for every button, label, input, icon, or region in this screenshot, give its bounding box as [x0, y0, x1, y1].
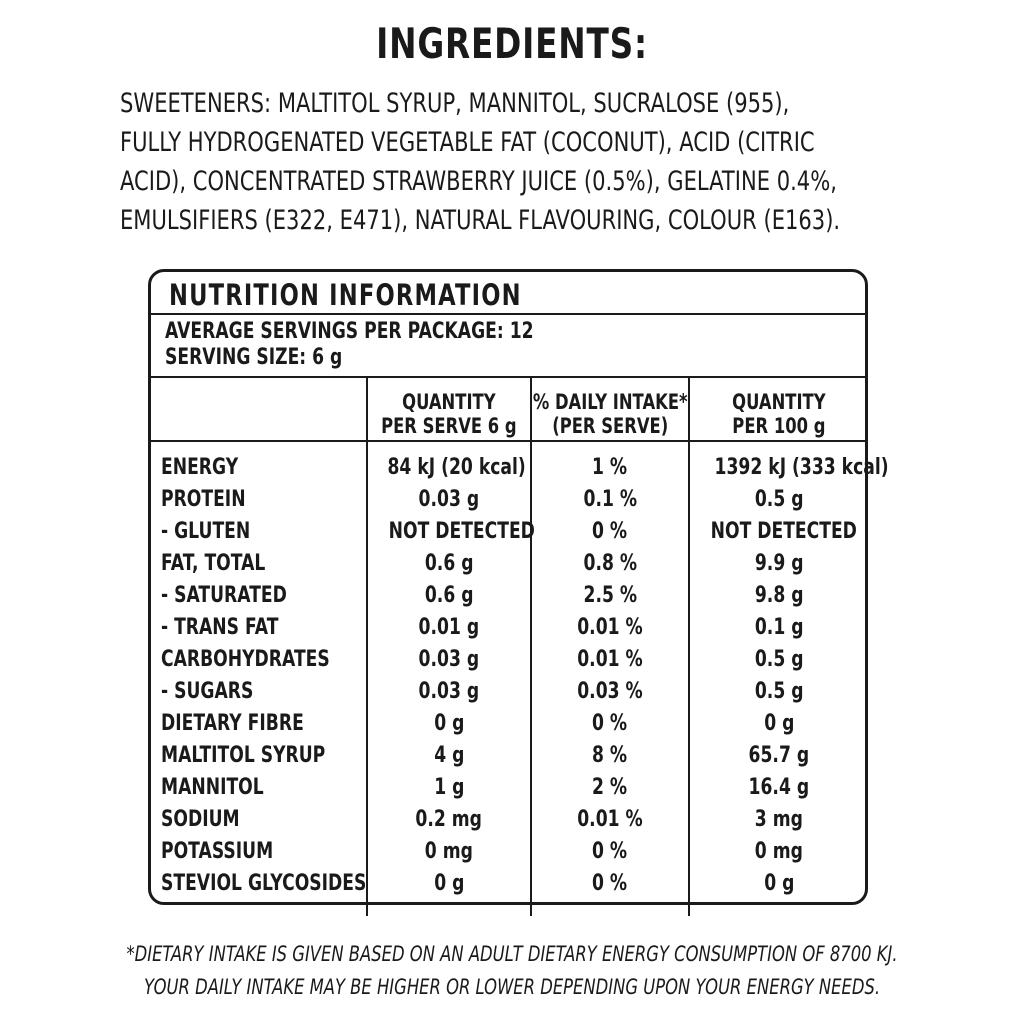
nutrient-name [161, 644, 377, 676]
footnote-line: *DIETARY INTAKE IS GIVEN BASED ON AN ADULT DIETARY ENERGY CONSUMPTION OF 8700 KJ. [126, 942, 898, 966]
nutrient-name-text: MANNITOL [161, 775, 264, 800]
per-100g-value [690, 612, 868, 644]
per-serve-text: 0 g [433, 871, 465, 896]
daily-intake-text: 0.8 % [583, 551, 637, 576]
nutrient-name-text: FAT, TOTAL [161, 551, 266, 576]
nutrient-name-text: POTASSIUM [161, 839, 274, 864]
daily-intake-text: 0.03 % [577, 679, 643, 704]
nutrition-title: NUTRITION INFORMATION [169, 278, 522, 312]
footnote-line: YOUR DAILY INTAKE MAY BE HIGHER OR LOWER DEPENDING UPON YOUR ENERGY NEEDS. [143, 975, 881, 999]
per-100g-text: 0.5 g [754, 487, 804, 512]
per-100g-text: 1392 kJ (333 kcal) [714, 455, 889, 480]
per-serve-text: 0.03 g [418, 679, 480, 704]
per-100g-text: 3 mg [754, 807, 804, 832]
nutrient-name-text: ENERGY [161, 455, 239, 480]
per-100g-value [690, 836, 868, 868]
daily-intake-value [532, 644, 688, 676]
daily-intake-value [532, 548, 688, 580]
per-serve-text: 0.03 g [418, 487, 480, 512]
table-row [151, 612, 865, 644]
column-header-line: QUANTITY [402, 390, 496, 414]
table-row [151, 676, 865, 708]
nutrient-name [161, 612, 312, 644]
ingredients-list [120, 84, 908, 240]
nutrient-name [161, 740, 372, 772]
per-serve-text: 0.6 g [424, 551, 474, 576]
per-100g-value [690, 676, 868, 708]
per-100g-value [690, 708, 868, 740]
per-serve-value [368, 484, 530, 516]
table-row [151, 804, 865, 836]
per-serve-text: NOT DETECTED [388, 519, 535, 544]
column-header-daily-intake [532, 384, 688, 444]
nutrient-name [161, 804, 262, 836]
daily-intake-value [532, 740, 688, 772]
daily-intake-value [532, 868, 688, 900]
per-100g-text: 0 g [763, 871, 795, 896]
column-header-line: PER SERVE 6 g [381, 414, 517, 438]
per-serve-text: 84 kJ (20 kcal) [387, 455, 526, 480]
ingredients-line: EMULSIFIERS (E322, E471), NATURAL FLAVOURING, COLOUR (E163). [120, 205, 841, 236]
daily-intake-value [532, 452, 688, 484]
nutrient-name [161, 836, 305, 868]
per-serve-value [368, 740, 530, 772]
divider [151, 376, 865, 378]
daily-intake-text: 0 % [592, 519, 628, 544]
per-100g-text: 0 mg [754, 839, 804, 864]
per-100g-text: 0.5 g [754, 679, 804, 704]
footnote [0, 938, 1024, 1004]
per-serve-value [368, 548, 530, 580]
nutrient-name-text: CARBOHYDRATES [161, 647, 330, 672]
daily-intake-value [532, 676, 688, 708]
servings-per-package: AVERAGE SERVINGS PER PACKAGE: 12 [165, 319, 534, 344]
per-serve-text: 4 g [433, 743, 465, 768]
per-serve-value [368, 772, 530, 804]
per-serve-text: 0 g [433, 711, 465, 736]
table-row [151, 836, 865, 868]
ingredients-line: SWEETENERS: MALTITOL SYRUP, MANNITOL, SUCRALOSE (955), [120, 88, 790, 119]
daily-intake-value [532, 708, 688, 740]
daily-intake-text: 1 % [592, 455, 628, 480]
table-row [151, 548, 865, 580]
per-serve-text: 0 mg [424, 839, 474, 864]
per-100g-value [690, 516, 868, 548]
per-serve-value [368, 708, 530, 740]
per-serve-value [368, 452, 530, 484]
per-100g-text: 0.1 g [754, 615, 804, 640]
column-header-per-serve [368, 384, 530, 444]
daily-intake-text: 0 % [592, 711, 628, 736]
per-100g-value [690, 484, 868, 516]
per-serve-text: 0.03 g [418, 647, 480, 672]
per-100g-value [690, 644, 868, 676]
ingredients-heading: INGREDIENTS: [376, 19, 648, 68]
daily-intake-value [532, 612, 688, 644]
nutrient-name [161, 772, 293, 804]
nutrient-name-text: - SATURATED [161, 583, 287, 608]
daily-intake-value [532, 484, 688, 516]
table-row [151, 708, 865, 740]
daily-intake-value [532, 836, 688, 868]
serving-info [165, 319, 534, 371]
serving-size: SERVING SIZE: 6 g [165, 345, 343, 370]
per-serve-text: 0.2 mg [415, 807, 483, 832]
daily-intake-text: 0 % [592, 839, 628, 864]
table-row [151, 484, 865, 516]
per-100g-value [690, 868, 868, 900]
daily-intake-text: 2.5 % [583, 583, 637, 608]
nutrient-name [161, 708, 344, 740]
per-100g-text: 0 g [763, 711, 795, 736]
per-100g-text: 9.9 g [754, 551, 804, 576]
per-100g-text: 0.5 g [754, 647, 804, 672]
per-serve-value [368, 804, 530, 836]
per-100g-value [690, 452, 889, 484]
daily-intake-value [532, 772, 688, 804]
per-serve-value [368, 644, 530, 676]
table-row [151, 644, 865, 676]
nutrient-name [161, 484, 269, 516]
daily-intake-text: 0.01 % [577, 647, 643, 672]
nutrient-name [161, 580, 322, 612]
ingredients-line: ACID), CONCENTRATED STRAWBERRY JUICE (0.5%), GELATINE 0.4%, [120, 166, 837, 197]
table-row [151, 772, 865, 804]
per-100g-text: 65.7 g [748, 743, 810, 768]
divider [151, 313, 865, 315]
nutrient-name-text: - TRANS FAT [161, 615, 279, 640]
nutrient-name-text: DIETARY FIBRE [161, 711, 304, 736]
daily-intake-text: 8 % [592, 743, 628, 768]
per-serve-value [368, 868, 530, 900]
nutrient-name [161, 452, 260, 484]
per-100g-text: NOT DETECTED [710, 519, 857, 544]
column-header-per-100g [690, 384, 868, 444]
per-100g-text: 16.4 g [748, 775, 810, 800]
daily-intake-text: 2 % [592, 775, 628, 800]
daily-intake-text: 0.01 % [577, 615, 643, 640]
table-row [151, 452, 889, 484]
per-serve-value [368, 516, 535, 548]
table-row [151, 868, 865, 900]
per-100g-value [690, 580, 868, 612]
column-header-line: (PER SERVE) [552, 414, 668, 438]
daily-intake-value [532, 516, 688, 548]
per-100g-value [690, 772, 868, 804]
daily-intake-text: 0 % [592, 871, 628, 896]
per-100g-value [690, 548, 868, 580]
nutrient-name [161, 676, 279, 708]
ingredients-line: FULLY HYDROGENATED VEGETABLE FAT (COCONUT), ACID (CITRIC [120, 127, 815, 158]
per-serve-value [368, 676, 530, 708]
table-row [151, 516, 865, 548]
nutrient-name-text: - GLUTEN [161, 519, 251, 544]
per-serve-text: 0.6 g [424, 583, 474, 608]
column-header-line: QUANTITY [732, 390, 826, 414]
per-100g-text: 9.8 g [754, 583, 804, 608]
nutrient-name-text: MALTITOL SYRUP [161, 743, 326, 768]
daily-intake-text: 0.1 % [583, 487, 637, 512]
per-100g-value [690, 740, 868, 772]
per-serve-value [368, 580, 530, 612]
nutrition-panel [148, 269, 889, 905]
nutrient-name-text: PROTEIN [161, 487, 246, 512]
per-serve-value [368, 836, 530, 868]
per-serve-value [368, 612, 530, 644]
per-100g-value [690, 804, 868, 836]
daily-intake-value [532, 580, 688, 612]
nutrient-name-text: SODIUM [161, 807, 240, 832]
per-serve-text: 0.01 g [418, 615, 480, 640]
nutrient-name [161, 516, 275, 548]
daily-intake-text: 0.01 % [577, 807, 643, 832]
column-header-line: PER 100 g [732, 414, 826, 438]
divider [151, 440, 865, 442]
nutrient-name-text: STEVIOL GLYCOSIDES [161, 871, 367, 896]
nutrient-name [161, 548, 295, 580]
table-row [151, 740, 865, 772]
daily-intake-value [532, 804, 688, 836]
table-row [151, 580, 865, 612]
per-serve-text: 1 g [433, 775, 465, 800]
nutrient-name-text: - SUGARS [161, 679, 254, 704]
column-header-line: % DAILY INTAKE* [532, 390, 688, 414]
